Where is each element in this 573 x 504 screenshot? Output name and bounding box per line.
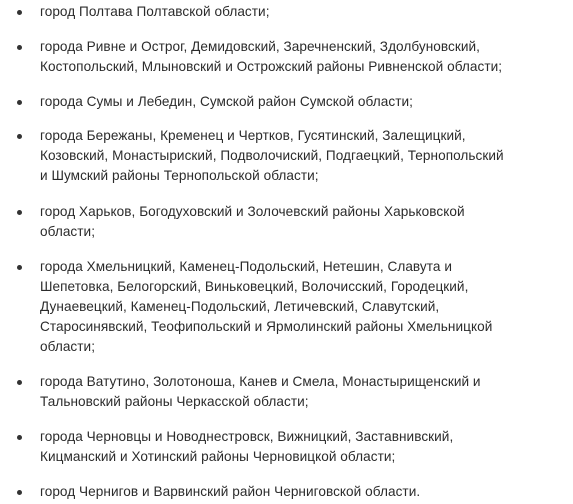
list-item-text [40,126,560,186]
bullet-icon [17,265,22,270]
bullet-icon [17,100,22,105]
text-line: области; [40,339,96,354]
list-item-text [40,202,560,242]
text-line: Старосинявский, Теофипольский и Ярмолинский районы Хмельницкой [40,319,493,334]
list-item-text [40,372,560,412]
bullet-icon [17,45,22,50]
text-line: Козовский, Монастыриский, Подволочиский, Подгаецкий, Тернопольский [40,148,504,163]
text-line: города Сумы и Лебедин, Сумской район Сумской области; [40,94,413,109]
text-line: города Ривне и Острог, Демидовский, Заречненский, Здолбуновский, [40,39,480,54]
bullet-icon [17,380,22,385]
text-line: город Харьков, Богодуховский и Золочевский районы Харьковской [40,204,465,219]
list-item-text [40,2,560,22]
text-line: области; [40,224,96,239]
text-line: город Полтава Полтавской области; [40,4,270,19]
bullet-icon [17,490,22,495]
list-item-text [40,92,560,112]
bullet-icon [17,210,22,215]
bullet-icon [17,435,22,440]
list-item-text [40,37,560,77]
text-line: Кицманский и Хотинский районы Черновицкой области; [40,449,396,464]
bullet-icon [17,10,22,15]
list-item-text [40,257,560,357]
text-line: Шепетовка, Белогорский, Виньковецкий, Волочисский, Городецкий, [40,279,469,294]
text-line: Тальновский районы Черкасской области; [40,394,309,409]
text-line: Костопольский, Млыновский и Острожский районы Ривненской области; [40,59,503,74]
list-item-text [40,427,560,467]
list-item-text [40,482,560,502]
text-line: города Черновцы и Новоднестровск, Вижницкий, Заставнивский, [40,429,454,444]
bullet-icon [17,134,22,139]
text-line: город Чернигов и Варвинский район Черниговской области. [40,484,421,499]
text-line: города Ватутино, Золотоноша, Канев и Смела, Монастырищенский и [40,374,481,389]
text-line: и Шумский районы Тернопольской области; [40,168,319,183]
text-line: города Бережаны, Кременец и Чертков, Гусятинский, Залещицкий, [40,128,466,143]
text-line: Дунаевецкий, Каменец-Подольский, Летичевский, Славутский, [40,299,440,314]
text-line: города Хмельницкий, Каменец-Подольский, Нетешин, Славута и [40,259,452,274]
